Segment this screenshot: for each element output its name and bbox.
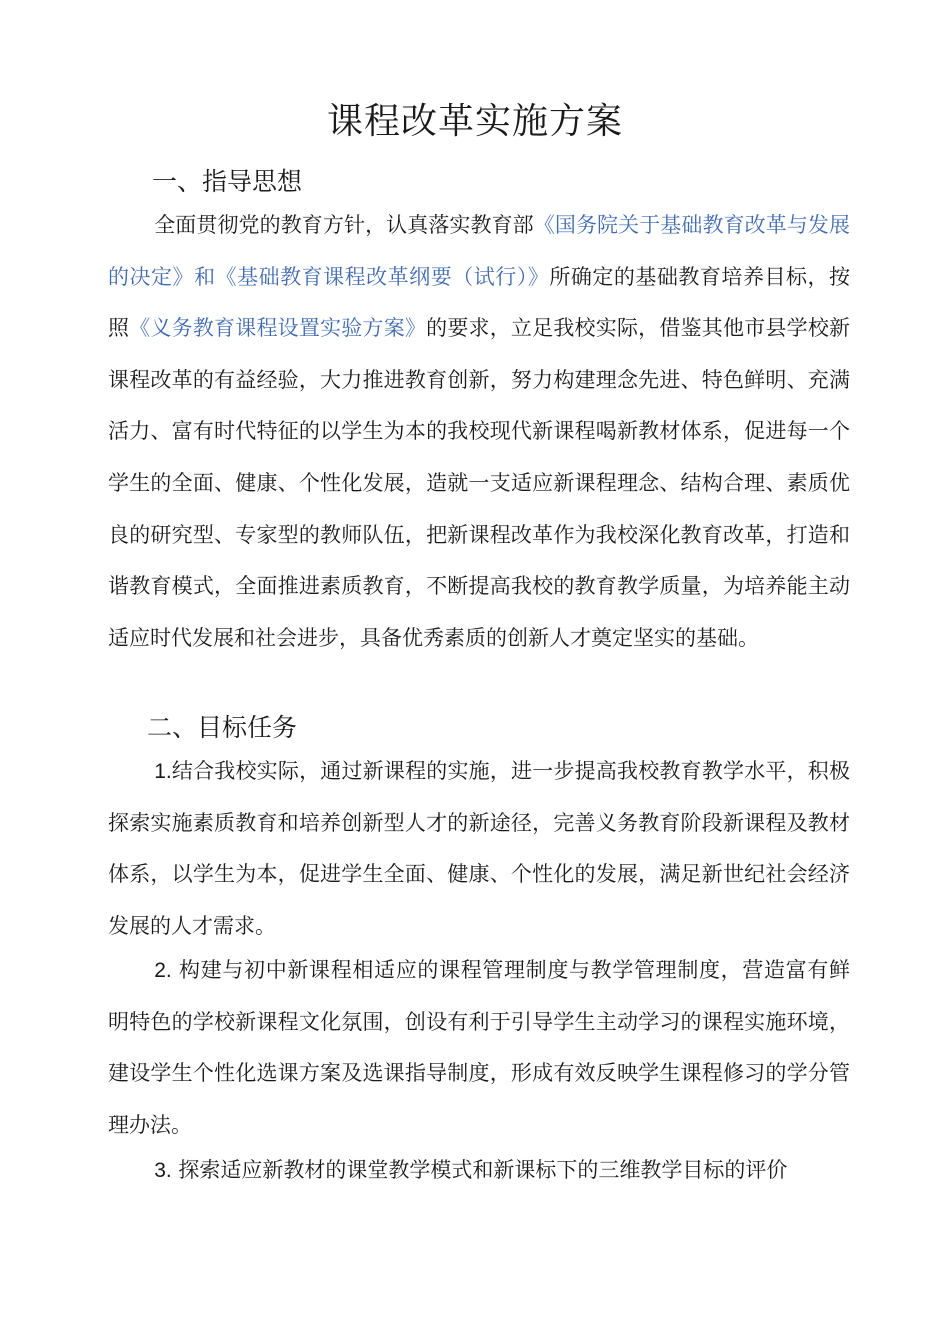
item-text: 探索适应新教材的课堂教学模式和新课标下的三维教学目标的评价 [178, 1158, 788, 1182]
item-number: 2. [154, 959, 172, 982]
document-link-curriculum-reform-outline[interactable]: 《基础教育课程改革纲要（试行）》 [215, 264, 550, 289]
goal-item-1 [108, 746, 850, 952]
item-text: 结合我校实际，通过新课程的实施，进一步提高我校教育教学水平，积极探索实施素质教育和培养创新型人才的新途径，完善义务教育阶段新课程及教材体系，以学生为本，促进学生全面、健康、个性化的发展，满足新世纪社会经济发展的人才需求。 [108, 759, 850, 938]
goal-item-3 [108, 1145, 850, 1197]
section-heading-goals-tasks: 二、目标任务 [147, 713, 298, 742]
paragraph-conjunction: 和 [194, 264, 216, 289]
paragraph-text: 的要求，立足我校实际，借鉴其他市县学校新课程改革的有益经验，大力推进教育创新，努力构建理念先进、特色鲜明、充满活力、富有时代特征的以学生为本的我校现代新课程喝新教材体系，促进每一个学生的全面、健康、个性化发展，造就一支适应新课程理念、结构合理、素质优良的研究型、专家型的教师队伍，把新课程改革作为我校深化教育改革，打造和谐教育模式，全面推进素质教育，不断提高我校的教育教学质量，为培养能主动适应时代发展和社会进步，具备优秀素质的创新人才奠定坚实的基础。 [108, 316, 851, 650]
item-number: 3. [154, 1159, 172, 1182]
paragraph-text: 所确定的基础教育培养目标，按照 [108, 264, 851, 341]
goal-item-2 [108, 945, 850, 1151]
item-text: 构建与初中新课程相适应的课程管理制度与教学管理制度，营造富有鲜明特色的学校新课程文化氛围，创设有利于引导学生主动学习的课程实施环境，建设学生个性化选课方案及选课指导制度，形成有效反映学生课程修习的学分管理办法。 [108, 958, 850, 1137]
section-heading-guiding-thought: 一、指导思想 [152, 167, 303, 196]
item-number: 1. [154, 760, 172, 783]
document-title: 课程改革实施方案 [326, 101, 623, 142]
document-link-state-council-decision[interactable]: 《国务院关于基础教育改革与发展的决定》 [108, 213, 851, 289]
section-paragraph-guiding-thought [108, 200, 850, 664]
paragraph-text: 全面贯彻党的教育方针，认真落实教育部 [154, 213, 534, 237]
document-link-compulsory-education-plan[interactable]: 《义务教育课程设置实验方案》 [129, 316, 427, 341]
